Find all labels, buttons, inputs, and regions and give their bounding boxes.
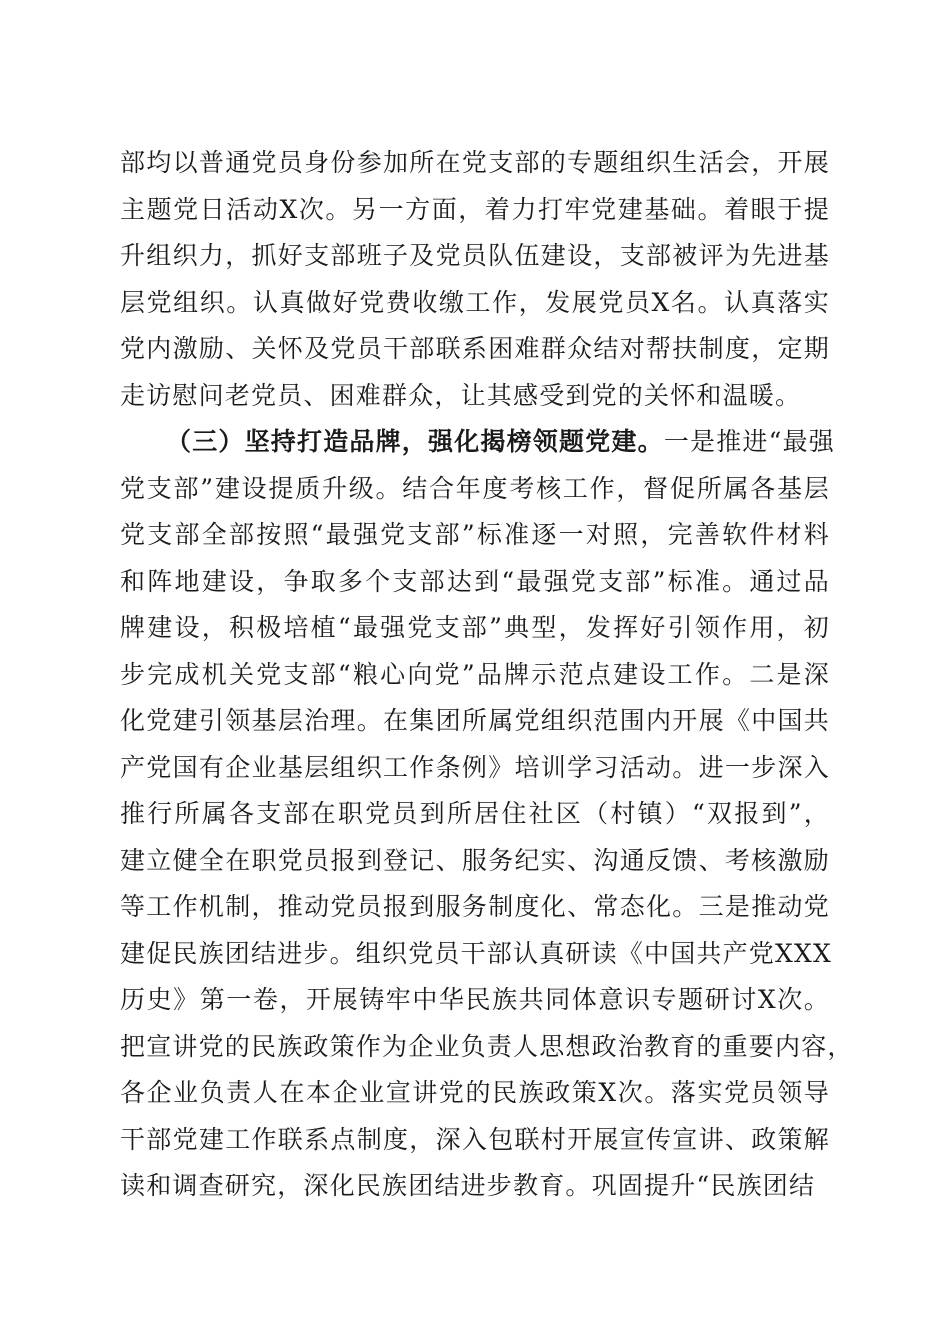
text-line: 历史》第一卷，开展铸牢中华民族共同体意识专题研讨X次。 bbox=[120, 985, 830, 1014]
text-line: 各企业负责人在本企业宣讲党的民族政策X次。落实党员领导 bbox=[120, 1078, 830, 1107]
paragraph-2 bbox=[120, 419, 854, 1210]
text-line: 推行所属各支部在职党员到所居住社区（村镇）“双报到”， bbox=[120, 799, 830, 828]
heading-line-rest: 一是推进“最强 bbox=[663, 427, 835, 456]
text-line: 升组织力，抓好支部班子及党员队伍建设，支部被评为先进基 bbox=[120, 241, 830, 270]
paragraph-1 bbox=[120, 140, 830, 419]
text-line: 走访慰问老党员、困难群众，让其感受到党的关怀和温暖。 bbox=[120, 380, 802, 410]
text-line: 步完成机关党支部“粮心向党”品牌示范点建设工作。二是深 bbox=[120, 659, 830, 689]
text-line: 层党组织。认真做好党费收缴工作，发展党员X名。认真落实 bbox=[120, 287, 830, 317]
text-line: 党支部”建设提质升级。结合年度考核工作，督促所属各基层 bbox=[120, 473, 830, 503]
text-line: 部均以普通党员身份参加所在党支部的专题组织生活会，开展 bbox=[120, 148, 830, 177]
text-line: 干部党建工作联系点制度，深入包联村开展宣传宣讲、政策解 bbox=[120, 1124, 830, 1154]
text-line: 主题党日活动X次。另一方面，着力打牢党建基础。着眼于提 bbox=[120, 194, 830, 224]
text-line: 读和调查研究，深化民族团结进步教育。巩固提升“民族团结 bbox=[120, 1171, 816, 1200]
section-heading: （三）坚持打造品牌，强化揭榜领题党建。 bbox=[166, 427, 664, 456]
text-line: 等工作机制，推动党员报到服务制度化、常态化。三是推动党 bbox=[120, 892, 830, 921]
text-line: 和阵地建设，争取多个支部达到“最强党支部”标准。通过品 bbox=[120, 566, 830, 596]
text-line: 牌建设，积极培植“最强党支部”典型，发挥好引领作用，初 bbox=[120, 613, 830, 642]
text-line bbox=[120, 419, 835, 466]
text-line: 党支部全部按照“最强党支部”标准逐一对照，完善软件材料 bbox=[120, 520, 830, 549]
text-line: 把宣讲党的民族政策作为企业负责人思想政治教育的重要内容， bbox=[120, 1031, 854, 1061]
text-line: 建促民族团结进步。组织党员干部认真研读《中国共产党XXX bbox=[120, 938, 832, 968]
body-text bbox=[120, 140, 854, 1210]
text-line: 党内激励、关怀及党员干部联系困难群众结对帮扶制度，定期 bbox=[120, 334, 830, 363]
text-line: 建立健全在职党员报到登记、服务纪实、沟通反馈、考核激励 bbox=[120, 845, 830, 875]
text-line: 产党国有企业基层组织工作条例》培训学习活动。进一步深入 bbox=[120, 752, 830, 782]
text-line: 化党建引领基层治理。在集团所属党组织范围内开展《中国共 bbox=[120, 706, 830, 735]
